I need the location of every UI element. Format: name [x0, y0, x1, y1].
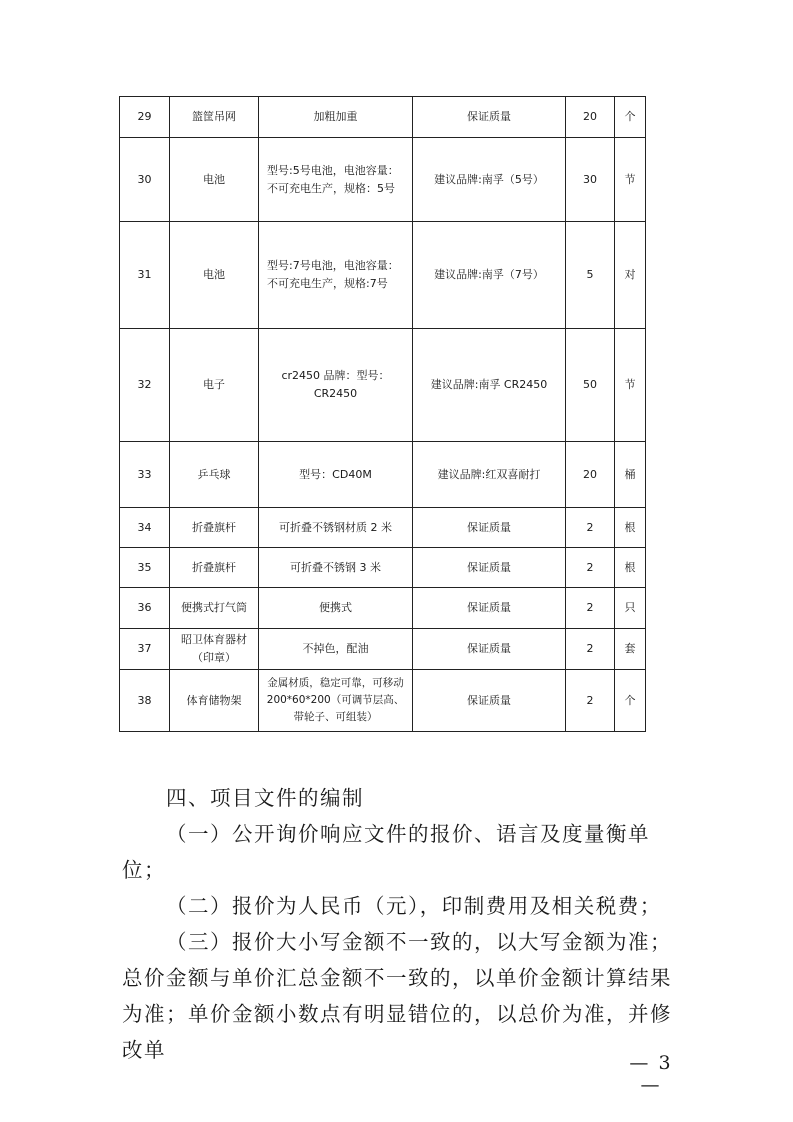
- item-name: 体育储物架: [170, 670, 259, 732]
- item-brand: 建议品牌:南孚（7号）: [413, 222, 566, 329]
- item-quantity: 20: [566, 442, 615, 508]
- item-spec: 可折叠不锈钢 3 米: [259, 548, 413, 588]
- paragraph: （一）公开询价响应文件的报价、语言及度量衡单位；: [122, 822, 650, 882]
- item-name: 篮筐吊网: [170, 97, 259, 138]
- item-brand: 保证质量: [413, 629, 566, 670]
- item-number: 36: [120, 588, 170, 629]
- paragraph: （二）报价为人民币（元），印制费用及相关税费；: [166, 894, 662, 918]
- item-quantity: 5: [566, 222, 615, 329]
- item-brand: 保证质量: [413, 670, 566, 732]
- table-row: [120, 629, 646, 670]
- item-name: 乒乓球: [170, 442, 259, 508]
- item-spec: 可折叠不锈钢材质 2 米: [259, 508, 413, 548]
- item-unit: 个: [615, 670, 646, 732]
- item-name: 昭卫体育器材（印章）: [170, 629, 259, 670]
- item-unit: 根: [615, 548, 646, 588]
- table-row: [120, 670, 646, 732]
- item-number: 38: [120, 670, 170, 732]
- item-number: 31: [120, 222, 170, 329]
- item-name: 电子: [170, 329, 259, 442]
- item-name: 便携式打气筒: [170, 588, 259, 629]
- section-body: [122, 780, 682, 1068]
- item-spec: 便携式: [259, 588, 413, 629]
- item-brand: 保证质量: [413, 97, 566, 138]
- item-number: 34: [120, 508, 170, 548]
- item-brand: 建议品牌:红双喜耐打: [413, 442, 566, 508]
- table-row: [120, 548, 646, 588]
- paragraph: （三）报价大小写金额不一致的，以大写金额为准；总价金额与单价汇总金额不一致的，以单价金额计算结果为准；单价金额小数点有明显错位的，以总价为准，并修改单: [122, 930, 672, 1062]
- item-unit: 个: [615, 97, 646, 138]
- item-number: 30: [120, 138, 170, 222]
- item-number: 32: [120, 329, 170, 442]
- item-unit: 套: [615, 629, 646, 670]
- item-spec: 金属材质，稳定可靠，可移动200*60*200（可调节层高、带轮子、可组装）: [259, 670, 413, 732]
- item-spec: 不掉色，配油: [259, 629, 413, 670]
- item-spec: 型号:5号电池，电池容量：不可充电生产，规格：5号: [259, 138, 413, 222]
- item-unit: 桶: [615, 442, 646, 508]
- item-quantity: 2: [566, 508, 615, 548]
- item-spec: cr2450 品牌：型号：CR2450: [259, 329, 413, 442]
- item-brand: 建议品牌:南孚（5号）: [413, 138, 566, 222]
- item-name: 电池: [170, 138, 259, 222]
- table-row: [120, 138, 646, 222]
- table-row: [120, 508, 646, 548]
- item-spec: 加粗加重: [259, 97, 413, 138]
- item-unit: 节: [615, 329, 646, 442]
- table-row: [120, 588, 646, 629]
- item-quantity: 20: [566, 97, 615, 138]
- item-name: 电池: [170, 222, 259, 329]
- item-unit: 对: [615, 222, 646, 329]
- item-name: 折叠旗杆: [170, 508, 259, 548]
- item-spec: 型号：CD40M: [259, 442, 413, 508]
- item-unit: 节: [615, 138, 646, 222]
- item-number: 29: [120, 97, 170, 138]
- item-brand: 建议品牌:南孚 CR2450: [413, 329, 566, 442]
- item-quantity: 50: [566, 329, 615, 442]
- item-brand: 保证质量: [413, 588, 566, 629]
- table-row: [120, 222, 646, 329]
- item-brand: 保证质量: [413, 548, 566, 588]
- item-number: 35: [120, 548, 170, 588]
- item-unit: 只: [615, 588, 646, 629]
- item-unit: 根: [615, 508, 646, 548]
- item-brand: 保证质量: [413, 508, 566, 548]
- item-number: 37: [120, 629, 170, 670]
- item-number: 33: [120, 442, 170, 508]
- item-quantity: 2: [566, 629, 615, 670]
- page-number: — 3 —: [629, 1052, 673, 1096]
- item-quantity: 2: [566, 548, 615, 588]
- item-quantity: 2: [566, 670, 615, 732]
- item-spec: 型号:7号电池，电池容量：不可充电生产，规格:7号: [259, 222, 413, 329]
- table-row: [120, 97, 646, 138]
- procurement-items-table: [119, 96, 646, 732]
- table-row: [120, 329, 646, 442]
- item-quantity: 30: [566, 138, 615, 222]
- item-quantity: 2: [566, 588, 615, 629]
- section-heading: 四、项目文件的编制: [166, 786, 364, 810]
- table-row: [120, 442, 646, 508]
- item-name: 折叠旗杆: [170, 548, 259, 588]
